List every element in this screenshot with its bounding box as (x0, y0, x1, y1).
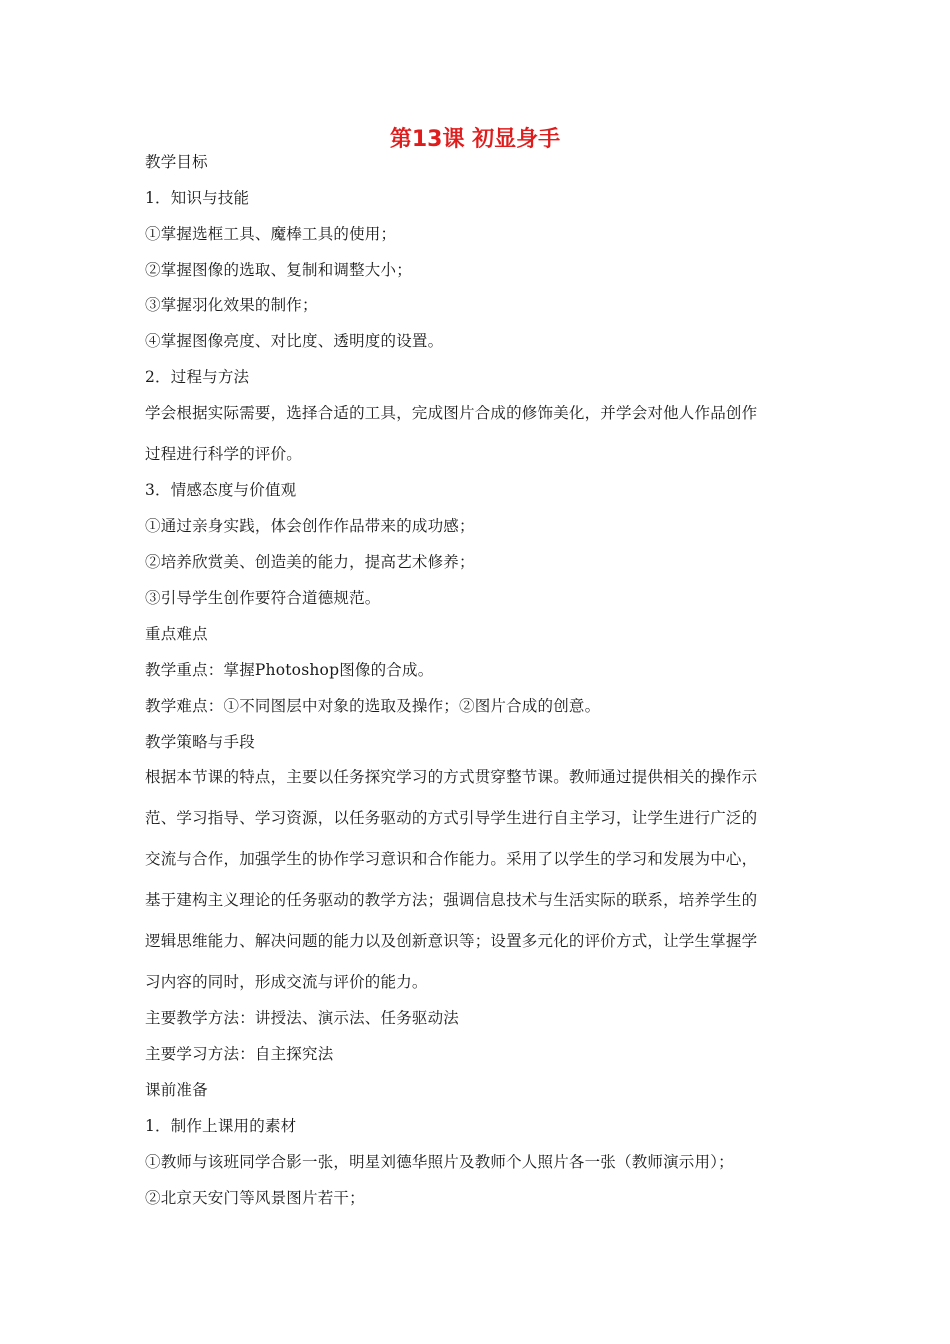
paragraph-line: 主要学习方法：自主探究法 (145, 1045, 334, 1063)
section-heading-objectives: 教学目标 (145, 153, 208, 171)
subheading: 2．过程与方法 (145, 368, 250, 386)
paragraph-line: 教学重点：掌握Photoshop图像的合成。 (145, 661, 434, 679)
page-title: 第13课 初显身手 (389, 127, 561, 152)
paragraph-line: 教学难点：①不同图层中对象的选取及操作；②图片合成的创意。 (145, 697, 601, 715)
list-item: ②培养欣赏美、创造美的能力，提高艺术修养； (145, 553, 475, 571)
section-heading-preparation: 课前准备 (145, 1081, 208, 1099)
paragraph-line: 基于建构主义理论的任务驱动的教学方法；强调信息技术与生活实际的联系，培养学生的 (145, 891, 758, 909)
paragraph-line: 范、学习指导、学习资源，以任务驱动的方式引导学生进行自主学习，让学生进行广泛的 (145, 809, 758, 827)
list-item: ④掌握图像亮度、对比度、透明度的设置。 (145, 332, 444, 350)
paragraph-line: 逻辑思维能力、解决问题的能力以及创新意识等；设置多元化的评价方式，让学生掌握学 (145, 932, 758, 950)
paragraph-line: 根据本节课的特点，主要以任务探究学习的方式贯穿整节课。教师通过提供相关的操作示 (145, 768, 758, 786)
list-item: ①掌握选框工具、魔棒工具的使用； (145, 225, 397, 243)
paragraph-line: 交流与合作，加强学生的协作学习意识和合作能力。采用了以学生的学习和发展为中心， (145, 850, 758, 868)
list-item: ①教师与该班同学合影一张，明星刘德华照片及教师个人照片各一张（教师演示用）； (145, 1153, 734, 1171)
paragraph-line: 过程进行科学的评价。 (145, 445, 303, 463)
list-item: ①通过亲身实践，体会创作作品带来的成功感； (145, 517, 475, 535)
paragraph-line: 主要教学方法：讲授法、演示法、任务驱动法 (145, 1009, 460, 1027)
list-item: ③引导学生创作要符合道德规范。 (145, 589, 381, 607)
paragraph-line: 习内容的同时，形成交流与评价的能力。 (145, 973, 428, 991)
subheading: 1．知识与技能 (145, 189, 250, 207)
list-item: ②掌握图像的选取、复制和调整大小； (145, 261, 412, 279)
section-heading-keypoints: 重点难点 (145, 625, 208, 643)
subheading: 3．情感态度与价值观 (145, 481, 297, 499)
list-item: ③掌握羽化效果的制作； (145, 296, 318, 314)
list-item: ②北京天安门等风景图片若干； (145, 1189, 365, 1207)
subheading: 1．制作上课用的素材 (145, 1117, 297, 1135)
section-heading-strategy: 教学策略与手段 (145, 733, 255, 751)
paragraph-line: 学会根据实际需要，选择合适的工具，完成图片合成的修饰美化，并学会对他人作品创作 (145, 404, 758, 422)
